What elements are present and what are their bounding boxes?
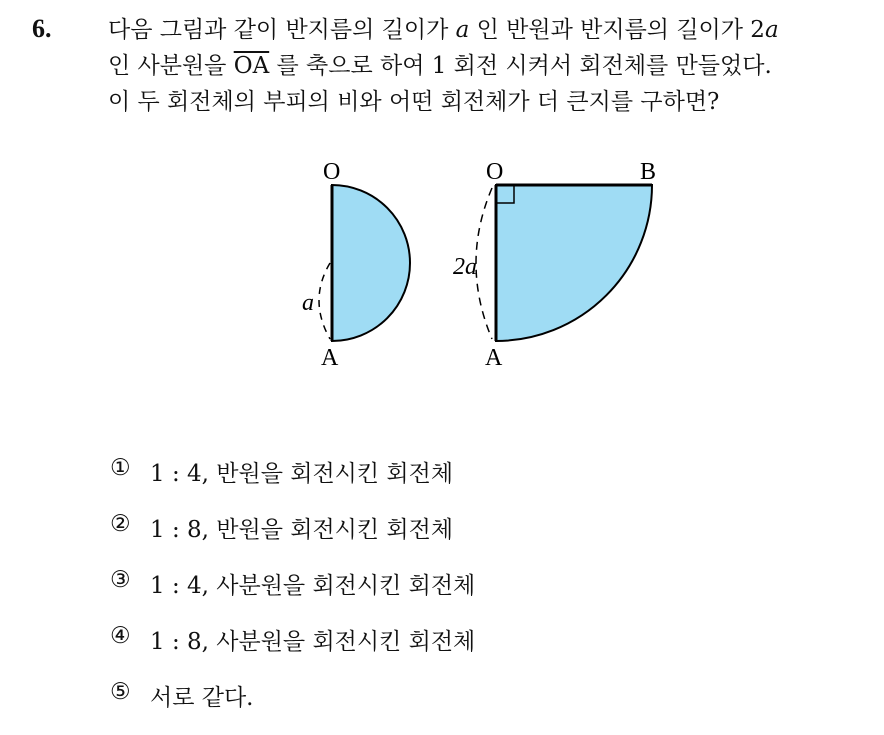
answer-choices — [110, 455, 475, 735]
semicircle-shape — [332, 185, 410, 341]
label-o-semicircle: O — [323, 159, 341, 185]
number-2: 2 — [750, 17, 765, 43]
stem-line-1 — [108, 12, 878, 48]
choice-4-text: 1 : 8, 사분원을 회전시킨 회전체 — [150, 629, 476, 655]
figure — [290, 150, 690, 380]
choice-3-text: 1 : 4, 사분원을 회전시킨 회전체 — [150, 573, 476, 599]
choice-3[interactable] — [110, 567, 475, 623]
label-o-quarter: O — [486, 159, 504, 185]
choice-1[interactable] — [110, 455, 475, 511]
choice-5-text: 서로 같다. — [150, 685, 254, 711]
choice-1-text: 1 : 4, 반원을 회전시킨 회전체 — [150, 461, 454, 487]
choice-2[interactable] — [110, 511, 475, 567]
label-radius-a: a — [302, 290, 314, 316]
choice-2-text: 1 : 8, 반원을 회전시킨 회전체 — [150, 517, 454, 543]
quarter-radius-brace — [476, 188, 492, 339]
stem-line-2 — [108, 48, 878, 84]
label-a-semicircle: A — [321, 345, 339, 371]
semicircle-figure — [302, 159, 410, 371]
choice-1-mark: ① — [110, 455, 131, 481]
question-stem — [108, 12, 878, 120]
choice-4[interactable] — [110, 623, 475, 679]
stem-line-1-mid: 인 반원과 반지름의 길이가 — [476, 17, 743, 43]
stem-line-3: 이 두 회전체의 부피의 비와 어떤 회전체가 더 큰지를 구하면? — [108, 89, 720, 115]
choice-5-mark: ⑤ — [110, 679, 131, 705]
stem-line-2-pre: 인 사분원을 — [108, 53, 227, 79]
segment-oa: $\overline{OA}$ — [233, 53, 270, 79]
var-a: a — [455, 17, 470, 43]
label-radius-2a — [453, 254, 477, 280]
label-a-quarter: A — [485, 345, 503, 371]
choice-3-mark: ③ — [110, 567, 131, 593]
choice-5[interactable] — [110, 679, 475, 735]
stem-line-1-pre: 다음 그림과 같이 반지름의 길이가 — [108, 17, 449, 43]
label-b-quarter: B — [640, 159, 657, 185]
quarter-circle-shape — [496, 185, 652, 341]
choice-4-mark: ④ — [110, 623, 131, 649]
question-number: 6. — [32, 14, 52, 43]
var-a-2: a — [764, 17, 779, 43]
semicircle-radius-brace — [319, 263, 330, 339]
stem-line-2-post: 를 축으로 하여 1 회전 시켜서 회전체를 만들었다. — [276, 53, 772, 79]
quarter-circle-figure — [453, 159, 656, 371]
choice-2-mark: ② — [110, 511, 131, 537]
radius-2a-text: 2a — [453, 254, 477, 280]
